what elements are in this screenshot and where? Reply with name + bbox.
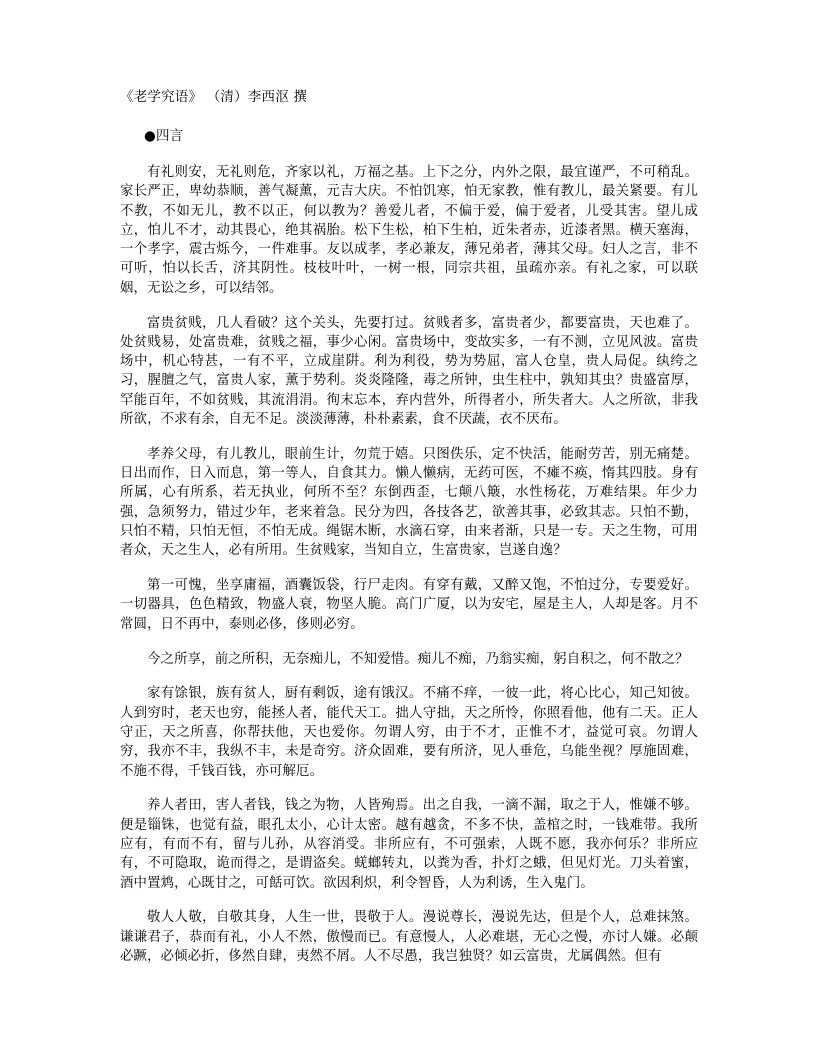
paragraph: 第一可愧，坐享庸福，酒囊饭袋，行尸走肉。有穿有戴，又醉又饱，不怕过分，专要爱好。一切器具，色色精致，物盛人衰，物坚人脆。高门广厦，以为安宅，屋是主人，人却是客。月不常圆，日不再中，泰则必侈，侈则必穷。	[120, 578, 698, 632]
paragraph: 富贵贫贱，几人看破？这个关头，先要打过。贫贱者多，富贵者少，都要富贵，天也难了。处贫贱易，处富贵难，贫贱之福，事少心闲。富贵场中，变故实多，一有不测，立见风波。富贵场中，机心特甚，一有不平，立成崖阱。利为利役，势为势屈，富人仓皇，贵人局促。纨绔之习，腥膻之气，富贵人家，薰于势利。炎炎隆隆，毒之所钟，虫生柱中，孰知其虫？贵盛富厚，罕能百年，不如贫贱，其流涓涓。徇末忘本，弃内营外，所得者小，所失者大。人之所欲，非我所欲，不求有余，自无不足。淡淡薄薄，朴朴素素，食不厌蔬，衣不厌布。	[120, 315, 698, 428]
paragraph: 今之所享，前之所积，无奈痴儿，不知爱惜。痴儿不痴，乃翁实痴，躬自积之，何不散之？	[147, 651, 689, 667]
document-content	[120, 88, 698, 966]
paragraph: 家有馀银，族有贫人，厨有剩饭，途有饿汉。不痛不痒，一彼一此，将心比心，知己知彼。人到穷时，老天也穷，能拯人者，能代天工。拙人守拙，天之所怜，你照看他，他有二天。正人守正，天之所喜，你帮扶他，天也爱你。勿谓人穷，由于不才，正惟不才，益觉可哀。勿谓人穷，我亦不丰，我纵不丰，未是奇穷。济众固难，要有所济，见人垂危，乌能坐视？厚施固难，不施不得，千钱百钱，亦可解厄。	[120, 686, 698, 779]
section-heading-siyan: ●四言	[144, 128, 184, 144]
paragraph: 养人者田，害人者钱，钱之为物，人皆殉焉。出之自我，一滴不漏，取之于人，惟嫌不够。便是锱铢，也觉有益，眼孔太小，心计太密。越有越贪，不多不快，盖棺之时，一钱难带。我所应有，有而不有，留与儿孙，从容消受。非所应有，不可强索，人既不愿，我亦何乐？非所应有，不可隐取，诡而得之，是谓盗矣。蜣螂转丸，以粪为香，扑灯之蛾，但见灯光。刀头着蜜，酒中置鸩，心既甘之，可餂可饮。欲因利炽，利令智昏，人为利诱，生入鬼门。	[120, 798, 698, 891]
document-title: 《老学究语》 （清）李西沤 撰	[120, 89, 308, 105]
paragraph: 有礼则安，无礼则危，齐家以礼，万福之基。上下之分，内外之限，最宜谨严，不可稍乱。家长严正，卑幼恭顺，善气凝薰，元吉大庆。不怕饥寒，怕无家教，惟有教儿，最关紧要。有儿不教，不如无儿，教不以正，何以教为？善爱儿者，不偏于爱，偏于爱者，儿受其害。望儿成立，怕儿不才，动其畏心，绝其祸胎。松下生松，柏下生柏，近朱者赤，近漆者黑。横天塞海，一个孝字，震古烁今，一件难事。友以成孝，孝必兼友，薄兄弟者，薄其父母。妇人之言，非不可听，怕以长舌，济其阴性。枝枝叶叶，一树一根，同宗共祖，虽疏亦亲。有礼之家，可以联姻，无讼之乡，可以结邻。	[120, 165, 698, 296]
paragraph: 孝养父母，有儿教儿，眼前生计，勿荒于嬉。只图佚乐，定不快活，能耐劳苦，别无痛楚。日出而作，日入而息，第一等人，自食其力。懒人懒病，无药可医，不瘫不痪，惰其四肢。身有所属，心有所系，若无执业，何所不至？东倒西歪，七颠八簸，水性杨花，万难结果。年少力强，急须努力，错过少年，老来着急。民分为四，各技各艺，欲善其事，必致其志。只怕不勤，只怕不精，只怕无恒，不怕无成。绳锯木断，水滴石穿，由来者渐，只是一专。天之生物，可用者众，天之生人，必有所用。生贫贱家，当知自立，生富贵家，岂遂自逸？	[120, 446, 698, 559]
paragraph: 敬人人敬，自敬其身，人生一世，畏敬于人。漫说尊长，漫说先达，但是个人，总难抹煞。谦谦君子，恭而有礼，小人不然，傲慢而已。有意慢人，人必难堪，无心之慢，亦讨人嫌。必颠必蹶，必倾必折，侈然自肆，夷然不屑。人不尽愚，我岂独贤？如云富贵，尤属偶然。但有	[120, 910, 698, 964]
